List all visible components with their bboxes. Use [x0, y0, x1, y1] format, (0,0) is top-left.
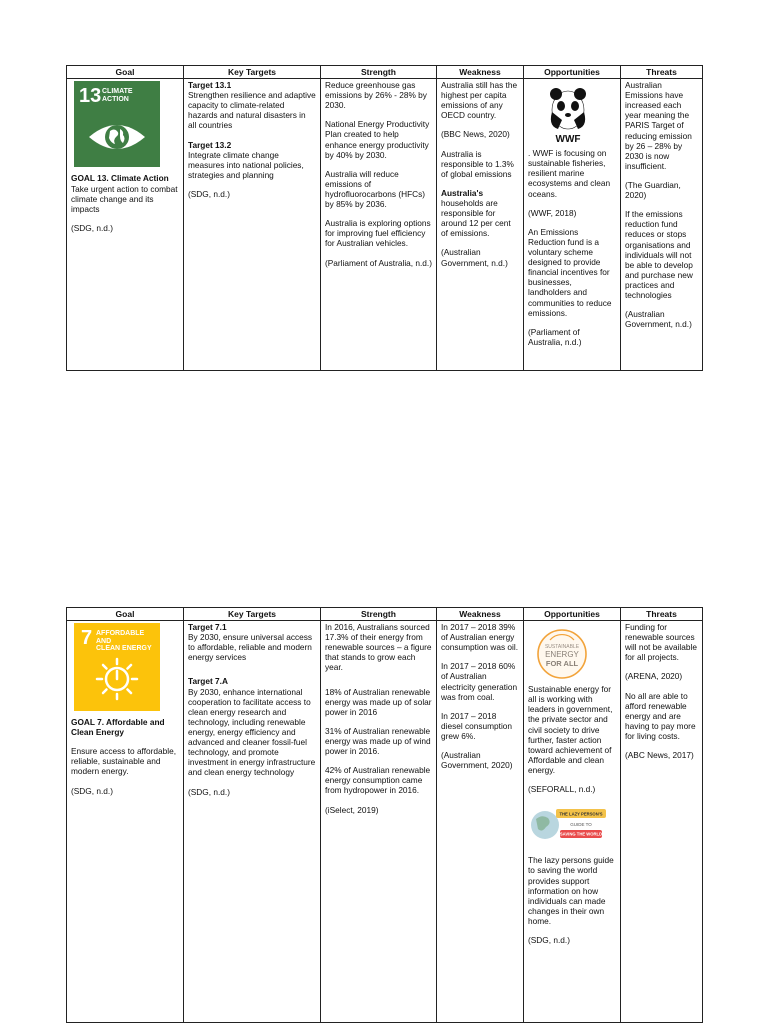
key-targets-cell — [184, 621, 321, 1023]
strength-cell — [321, 79, 437, 371]
swot-table-clean-energy — [66, 607, 703, 1023]
goal-cell — [67, 621, 184, 1023]
weakness-item: In 2017 – 2018 39% of Australian energy consumption was oil. — [441, 622, 519, 653]
opportunity-source: (Parliament of Australia, n.d.) — [528, 326, 582, 347]
weakness-item: In 2017 – 2018 60% of Australian electricity generation was from coal. — [441, 661, 518, 702]
target-text: Integrate climate change measures into national policies, strategies and planning — [188, 149, 304, 180]
header-weakness: Weakness — [437, 608, 524, 621]
svg-text:SAVING THE WORLD: SAVING THE WORLD — [559, 831, 603, 837]
weakness-bold-term: Australia's — [441, 187, 484, 198]
threat-source: (Australian Government, n.d.) — [625, 309, 692, 330]
weakness-cell — [437, 621, 524, 1023]
sdg7-clean-energy-logo: 7 AFFORDABLE AND CLEAN ENERGY — [74, 623, 160, 711]
opportunity-item: . WWF is focusing on sustainable fisheries, resilient marine ecosystems and clean oceans. — [528, 148, 611, 199]
header-goal: Goal — [67, 66, 184, 79]
goal-description: Take urgent action to combat climate change and its impacts — [71, 184, 178, 215]
wwf-panda-logo — [546, 86, 590, 146]
table-header-row — [67, 608, 703, 621]
strength-source: (iSelect, 2019) — [325, 804, 379, 815]
header-threats: Threats — [621, 608, 703, 621]
strength-item: Reduce greenhouse gas emissions by 26% - 28% by 2030. — [325, 80, 427, 111]
threat-source: (The Guardian, 2020) — [625, 179, 681, 201]
strength-item: 31% of Australian renewable energy was made up of wind power in 2016. — [325, 725, 431, 757]
svg-text:WWF: WWF — [555, 134, 581, 145]
header-opportunities: Opportunities — [524, 608, 621, 621]
target-title: Target 7.A — [188, 676, 228, 687]
target-text: Strengthen resilience and adaptive capacity to climate-related hazards and natural disasters in all countries — [188, 90, 316, 131]
threats-cell — [621, 621, 703, 1023]
target-text: By 2030, ensure universal access to affordable, reliable and modern energy services — [188, 632, 313, 663]
svg-text:FOR ALL: FOR ALL — [545, 659, 579, 668]
targets-source: (SDG, n.d.) — [188, 188, 230, 199]
header-opportunities: Opportunities — [524, 66, 621, 79]
weakness-cell — [437, 79, 524, 371]
strength-item: In 2016, Australians sourced 17.3% of their energy from renewable sources – a figure that stands to grow each year. — [325, 622, 432, 673]
opportunity-source: (WWF, 2018) — [528, 207, 577, 218]
header-key-targets: Key Targets — [184, 608, 321, 621]
strength-item: Australia is exploring options for improving fuel efficiency for Australian vehicles. — [325, 218, 431, 249]
svg-text:ENERGY: ENERGY — [545, 650, 579, 659]
svg-text:THE LAZY PERSON'S: THE LAZY PERSON'S — [559, 811, 603, 817]
goal-title: GOAL 7. Affordable and Clean Energy — [71, 717, 165, 738]
weakness-item: Australia is responsible to 1.3% of global emissions — [441, 148, 514, 179]
lazy-persons-guide-logo — [530, 805, 608, 845]
header-strength: Strength — [321, 608, 437, 621]
svg-text:SUSTAINABLE: SUSTAINABLE — [544, 644, 580, 650]
goal-title: GOAL 13. Climate Action — [71, 173, 169, 183]
sustainable-energy-for-all-logo — [536, 628, 588, 680]
table-row — [67, 621, 703, 1023]
weakness-source: (Australian Government, n.d.) — [441, 247, 508, 268]
table-row — [67, 79, 703, 371]
target-title: Target 7.1 — [188, 622, 227, 632]
eye-globe-icon — [87, 117, 147, 157]
goal-cell — [67, 79, 184, 371]
strength-item: Australia will reduce emissions of hydrofluorocarbons (HFCs) by 85% by 2036. — [325, 168, 426, 210]
target-title: Target 13.2 — [188, 139, 232, 150]
threat-source: (ARENA, 2020) — [625, 671, 683, 682]
opportunity-item: An Emissions Reduction fund is a voluntary scheme designed to provide financial incentives for businesses, landholders and communities to reduce emissions. — [528, 226, 612, 318]
table-header-row — [67, 66, 703, 79]
goal-source: (SDG, n.d.) — [71, 223, 113, 234]
strength-cell — [321, 621, 437, 1023]
threat-source: (ABC News, 2017) — [625, 750, 694, 761]
opportunity-item: The lazy persons guide to saving the world provides support information on how individuals can made changes in their own home. — [528, 855, 614, 926]
threat-item: Funding for renewable sources will not be available for all projects. — [625, 622, 697, 663]
threats-cell — [621, 79, 703, 371]
sun-power-icon — [87, 657, 147, 701]
svg-text:GUIDE TO: GUIDE TO — [570, 822, 592, 828]
opportunity-source: (SDG, n.d.) — [528, 935, 570, 946]
targets-source: (SDG, n.d.) — [188, 786, 230, 797]
opportunity-source: (SEFORALL, n.d.) — [528, 784, 596, 795]
sdg13-climate-action-logo: 13 CLIMATE ACTION — [74, 81, 160, 167]
threat-item: Australian Emissions have increased each year meaning the PARIS Target of reducing emission by 26 – 28% by 2030 is now insufficient. — [625, 80, 692, 171]
weakness-source: (Australian Government, 2020) — [441, 750, 513, 771]
opportunities-cell — [524, 79, 621, 371]
header-key-targets: Key Targets — [184, 66, 321, 79]
threat-item: No all are able to afford renewable energy and are having to pay more for living costs. — [625, 690, 696, 741]
opportunities-cell — [524, 621, 621, 1023]
target-title: Target 13.1 — [188, 80, 232, 90]
weakness-source: (BBC News, 2020) — [441, 129, 510, 140]
goal-description: Ensure access to affordable, reliable, sustainable and modern energy. — [71, 746, 177, 777]
swot-table-climate-action — [66, 65, 703, 371]
strength-item: 18% of Australian renewable energy was made up of solar power in 2016 — [325, 686, 432, 717]
threat-item: If the emissions reduction fund reduces or stops organisations and individuals will not be able to develop and purchase new practices and technologies — [625, 209, 693, 301]
goal-source: (SDG, n.d.) — [71, 785, 113, 796]
weakness-item: households are responsible for around 12 per cent of emissions. — [441, 197, 511, 239]
header-strength: Strength — [321, 66, 437, 79]
header-goal: Goal — [67, 608, 184, 621]
weakness-item: In 2017 – 2018 diesel consumption grew 6%. — [441, 710, 513, 741]
header-weakness: Weakness — [437, 66, 524, 79]
strength-item: 42% of Australian renewable energy consumption came from hydropower in 2016. — [325, 765, 431, 796]
opportunity-item: Sustainable energy for all is working with leaders in government, the private sector and civil society to drive further, faster action toward achievement of Affordable and clean energy. — [528, 684, 613, 775]
strength-item: National Energy Productivity Plan created to help enhance energy productivity by 40% by 2030. — [325, 119, 430, 160]
target-text: By 2030, enhance international cooperation to facilitate access to clean energy research and technology, including renewable energy, energy efficiency and advanced and cleaner fossil-fuel technology, and promote investment in energy infrastructure and clean energy technology — [188, 686, 316, 778]
strength-source: (Parliament of Australia, n.d.) — [325, 257, 432, 268]
key-targets-cell — [184, 79, 321, 371]
weakness-item: Australia still has the highest per capita emissions of any OECD country. — [441, 80, 518, 121]
header-threats: Threats — [621, 66, 703, 79]
